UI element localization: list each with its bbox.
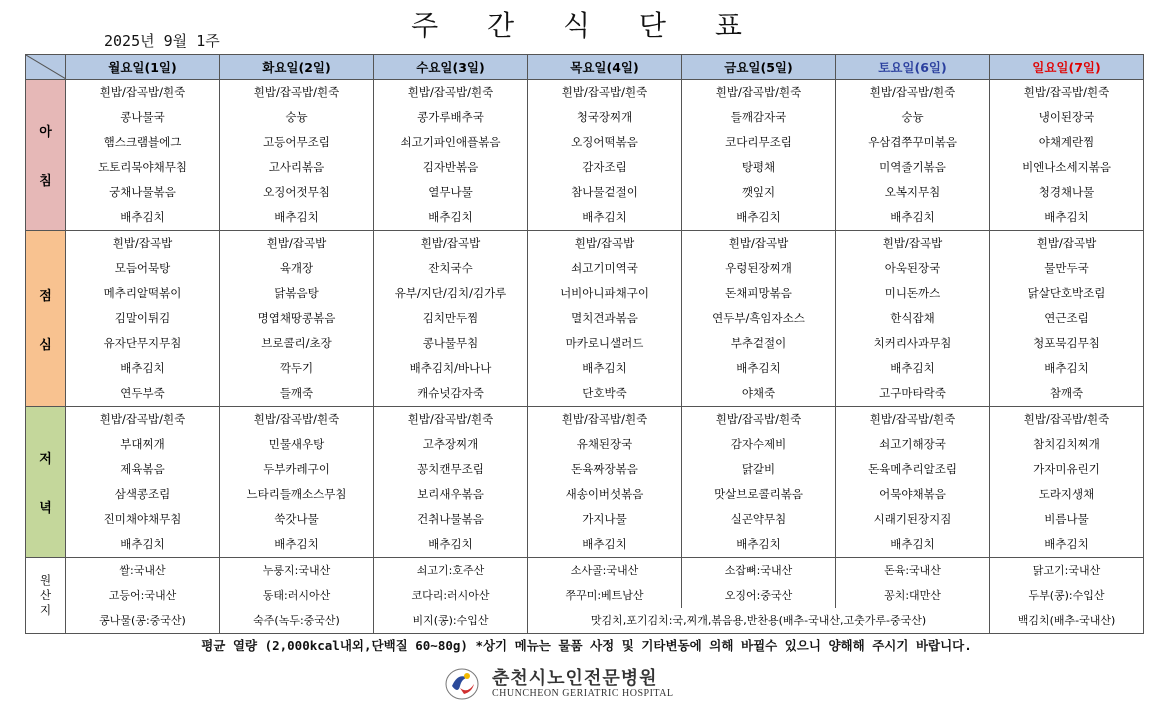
meal-row-lunch (26, 231, 1144, 407)
menu-item: 느타리들깨소스무침 (246, 487, 347, 501)
origin-item: 소잡뼈:국내산 (724, 564, 793, 577)
menu-item: 부추겉절이 (730, 336, 787, 350)
dinner-menu-mon (66, 407, 220, 558)
origin-last-merged (528, 608, 990, 634)
calorie-note: 평균 열량 (2,000kcal내외,단백질 60~80g) *상기 메뉴는 물품 사정 및 기타변동에 의해 바뀔수 있으니 양해해 주시기 바랍니다. (201, 638, 972, 653)
corner-cell (26, 55, 66, 80)
dinner-label (26, 407, 66, 558)
origin-last-wed (374, 608, 528, 634)
menu-item: 청경채나물 (1038, 185, 1095, 199)
menu-item: 배추김치 (1044, 361, 1089, 375)
origin-item: 코다리:러시아산 (411, 589, 490, 602)
menu-item: 오징어떡볶음 (571, 135, 638, 149)
menu-item: 배추김치 (1044, 537, 1089, 551)
menu-item: 흰밥/잡곡밥 (266, 236, 327, 250)
menu-item: 돈육메추리알조림 (868, 462, 957, 476)
origin-last-sun (990, 608, 1144, 634)
menu-item: 들깨죽 (279, 386, 314, 400)
menu-item: 열무나물 (428, 185, 473, 199)
day-header-tue: 화요일(2일) (220, 55, 374, 80)
breakfast-menu-tue (220, 80, 374, 231)
menu-item: 배추김치 (736, 361, 781, 375)
day-header-row (26, 55, 1144, 80)
meal-row-dinner (26, 407, 1144, 558)
origin-cell-wed (374, 558, 528, 609)
menu-item: 닭살단호박조림 (1027, 286, 1106, 300)
hospital-name-ko: 춘천시노인전문병원 (492, 668, 658, 689)
menu-item: 배추김치 (1044, 210, 1089, 224)
meal-row-breakfast (26, 80, 1144, 231)
menu-item: 치커리사과무침 (873, 336, 952, 350)
menu-item: 도토리묵야채무침 (98, 160, 187, 174)
lunch-menu-fri (682, 231, 836, 407)
breakfast-menu-sun (990, 80, 1144, 231)
menu-item: 제육볶음 (120, 462, 165, 476)
menu-item: 건취나물볶음 (417, 512, 484, 526)
menu-item: 비름나물 (1044, 512, 1089, 526)
menu-item: 육개장 (279, 261, 314, 275)
day-header-wed: 수요일(3일) (374, 55, 528, 80)
menu-item: 쇠고기미역국 (571, 261, 638, 275)
menu-item: 참치김치찌개 (1033, 437, 1100, 451)
menu-item: 도라지생채 (1038, 487, 1095, 501)
menu-item: 햄스크램블에그 (103, 135, 182, 149)
menu-item: 콩나물국 (120, 110, 165, 124)
menu-item: 콩나물무침 (422, 336, 479, 350)
menu-item: 오징어젓무침 (263, 185, 330, 199)
menu-item: 삼색콩조림 (114, 487, 171, 501)
breakfast-menu-fri (682, 80, 836, 231)
origin-item: 고등어:국내산 (108, 589, 177, 602)
menu-item: 비엔나소세지볶음 (1022, 160, 1111, 174)
menu-item: 실곤약무침 (730, 512, 787, 526)
menu-item: 우삼겹쭈꾸미볶음 (868, 135, 957, 149)
origin-cell-sun (990, 558, 1144, 609)
menu-item: 쇠고기파인애플볶음 (400, 135, 501, 149)
menu-item: 배추김치 (890, 361, 935, 375)
menu-item: 흰밥/잡곡밥 (882, 236, 943, 250)
menu-item: 흰밥/잡곡밥 (1036, 236, 1097, 250)
menu-item: 메추리알떡볶이 (103, 286, 182, 300)
menu-item: 흰밥/잡곡밥/흰죽 (99, 412, 186, 426)
origin-item: 맛김치,포기김치:국,찌개,볶음용,반찬용(배추-국내산,고춧가루-중국산) (590, 614, 927, 627)
menu-item: 보리새우볶음 (417, 487, 484, 501)
menu-item: 흰밥/잡곡밥/흰죽 (407, 412, 494, 426)
day-header-fri: 금요일(5일) (682, 55, 836, 80)
dinner-menu-fri (682, 407, 836, 558)
origin-item: 닭고기:국내산 (1032, 564, 1101, 577)
dinner-menu-thu (528, 407, 682, 558)
lunch-menu-tue (220, 231, 374, 407)
menu-item: 모듬어묵탕 (114, 261, 171, 275)
origin-item: 백김치(배추-국내산) (1017, 614, 1116, 627)
menu-item: 아욱된장국 (884, 261, 941, 275)
origin-item: 쌀:국내산 (119, 564, 166, 577)
menu-item: 숭늉 (285, 110, 308, 124)
menu-item: 연근조림 (1044, 311, 1089, 325)
menu-item: 단호박죽 (582, 386, 627, 400)
menu-item: 흰밥/잡곡밥 (112, 236, 173, 250)
origin-last-mon (66, 608, 220, 634)
menu-item: 진미채야채무침 (103, 512, 182, 526)
origin-row (26, 558, 1144, 609)
menu-item: 참깨죽 (1049, 386, 1084, 400)
menu-item: 탕평채 (741, 160, 776, 174)
menu-item: 야채죽 (741, 386, 776, 400)
menu-item: 코다리무조림 (725, 135, 792, 149)
origin-cell-thu (528, 558, 682, 609)
origin-item: 쇠고기:호주산 (416, 564, 485, 577)
menu-item: 미역줄기볶음 (879, 160, 946, 174)
menu-item: 오복지무침 (884, 185, 941, 199)
menu-item: 마카로니샐러드 (565, 336, 644, 350)
menu-item: 야채계란찜 (1038, 135, 1095, 149)
dinner-label-char: 녁 (39, 501, 52, 516)
origin-item: 쭈꾸미:베트남산 (565, 589, 644, 602)
menu-item: 흰밥/잡곡밥 (574, 236, 635, 250)
menu-item: 닭갈비 (741, 462, 776, 476)
breakfast-menu-wed (374, 80, 528, 231)
menu-item: 흰밥/잡곡밥 (420, 236, 481, 250)
breakfast-label-char: 아 (39, 125, 52, 140)
menu-item: 김자반볶음 (422, 160, 479, 174)
menu-item: 물만두국 (1044, 261, 1089, 275)
menu-item: 멸치견과볶음 (571, 311, 638, 325)
origin-cell-tue (220, 558, 374, 609)
menu-item: 배추김치 (582, 361, 627, 375)
day-header-mon: 월요일(1일) (66, 55, 220, 80)
menu-item: 콩가루배추국 (417, 110, 484, 124)
lunch-menu-thu (528, 231, 682, 407)
menu-item: 참나물겉절이 (571, 185, 638, 199)
dinner-label-char: 저 (39, 452, 52, 467)
menu-item: 흰밥/잡곡밥/흰죽 (869, 412, 956, 426)
menu-item: 잔치국수 (428, 261, 473, 275)
menu-item: 배추김치 (120, 210, 165, 224)
lunch-menu-sun (990, 231, 1144, 407)
menu-item: 배추김치 (428, 210, 473, 224)
lunch-menu-wed (374, 231, 528, 407)
menu-item: 배추김치 (120, 537, 165, 551)
breakfast-menu-mon (66, 80, 220, 231)
lunch-menu-sat (836, 231, 990, 407)
day-header-sat: 토요일(6일) (836, 55, 990, 80)
menu-item: 배추김치 (890, 210, 935, 224)
menu-item: 흰밥/잡곡밥/흰죽 (561, 85, 648, 99)
menu-item: 숭늉 (901, 110, 924, 124)
menu-item: 돈육짜장볶음 (571, 462, 638, 476)
breakfast-menu-thu (528, 80, 682, 231)
menu-item: 가지나물 (582, 512, 627, 526)
dinner-menu-sun (990, 407, 1144, 558)
origin-label-char: 원 (39, 573, 52, 587)
menu-item: 고사리볶음 (268, 160, 325, 174)
menu-item: 흰밥/잡곡밥/흰죽 (1023, 412, 1110, 426)
menu-item: 흰밥/잡곡밥/흰죽 (715, 412, 802, 426)
menu-item: 배추김치 (582, 210, 627, 224)
lunch-menu-mon (66, 231, 220, 407)
origin-label (26, 558, 66, 634)
origin-label-char: 산 (39, 588, 52, 602)
menu-item: 청포묵김무침 (1033, 336, 1100, 350)
menu-table (25, 54, 1144, 634)
menu-item: 고등어무조림 (263, 135, 330, 149)
menu-item: 어묵야채볶음 (879, 487, 946, 501)
menu-item: 쑥갓나물 (274, 512, 319, 526)
menu-item: 흰밥/잡곡밥/흰죽 (715, 85, 802, 99)
menu-item: 우렁된장찌개 (725, 261, 792, 275)
week-label: 2025년 9월 1주 (104, 32, 220, 50)
menu-item: 흰밥/잡곡밥/흰죽 (253, 412, 340, 426)
menu-item: 시래기된장지짐 (873, 512, 952, 526)
menu-item: 흰밥/잡곡밥/흰죽 (407, 85, 494, 99)
hospital-logo-icon (438, 664, 488, 704)
menu-item: 고추장찌개 (422, 437, 479, 451)
menu-item: 연두부/흑임자소스 (712, 311, 805, 325)
menu-item: 김말이튀김 (114, 311, 171, 325)
menu-item: 청국장찌개 (576, 110, 633, 124)
origin-label-char: 지 (39, 603, 52, 617)
menu-item: 브로콜리/초장 (261, 336, 332, 350)
menu-item: 배추김치 (736, 210, 781, 224)
menu-item: 가자미유린기 (1033, 462, 1100, 476)
menu-item: 흰밥/잡곡밥 (728, 236, 789, 250)
menu-item: 민물새우탕 (268, 437, 325, 451)
diagonal-line-icon (26, 55, 66, 79)
menu-item: 배추김치 (274, 210, 319, 224)
origin-item: 소사골:국내산 (570, 564, 639, 577)
menu-item: 배추김치 (274, 537, 319, 551)
menu-item: 깻잎지 (741, 185, 776, 199)
origin-item: 콩나물(콩:중국산) (99, 614, 186, 627)
menu-item: 궁채나물볶음 (109, 185, 176, 199)
origin-last-tue (220, 608, 374, 634)
menu-item: 유부/지단/김치/김가루 (394, 286, 507, 300)
menu-item: 배추김치 (120, 361, 165, 375)
menu-item: 캐슈넛감자죽 (417, 386, 484, 400)
lunch-label-char: 심 (39, 337, 52, 353)
origin-item: 누룽지:국내산 (262, 564, 331, 577)
menu-item: 새송이버섯볶음 (565, 487, 644, 501)
menu-item: 연두부죽 (120, 386, 165, 400)
day-header-thu: 목요일(4일) (528, 55, 682, 80)
menu-item: 부대찌개 (120, 437, 165, 451)
menu-item: 배추김치 (890, 537, 935, 551)
lunch-label-char: 점 (39, 288, 52, 304)
origin-cell-mon (66, 558, 220, 609)
origin-item: 숙주(녹두:중국산) (253, 614, 340, 627)
menu-item: 배추김치/바나나 (409, 361, 492, 375)
breakfast-label-char: 침 (39, 174, 52, 189)
origin-item: 비지(콩):수입산 (412, 614, 489, 627)
menu-item: 배추김치 (582, 537, 627, 551)
menu-item: 배추김치 (428, 537, 473, 551)
origin-item: 꽁치:대만산 (884, 589, 941, 602)
menu-item: 고구마타락죽 (879, 386, 946, 400)
menu-item: 쇠고기해장국 (879, 437, 946, 451)
menu-item: 맛살브로콜리볶음 (714, 487, 803, 501)
menu-item: 돈채피망볶음 (725, 286, 792, 300)
menu-item: 깍두기 (279, 361, 314, 375)
menu-item: 닭볶음탕 (274, 286, 319, 300)
menu-item: 흰밥/잡곡밥/흰죽 (1023, 85, 1110, 99)
dinner-menu-tue (220, 407, 374, 558)
menu-item: 유자단무지무침 (103, 336, 182, 350)
menu-item: 냉이된장국 (1038, 110, 1095, 124)
menu-item: 들깨감자국 (730, 110, 787, 124)
lunch-label (26, 231, 66, 407)
menu-item: 흰밥/잡곡밥/흰죽 (869, 85, 956, 99)
day-header-sun: 일요일(7일) (990, 55, 1144, 80)
origin-item: 오징어:중국산 (724, 589, 793, 602)
origin-last-row (26, 608, 1144, 634)
breakfast-label (26, 80, 66, 231)
menu-item: 배추김치 (736, 537, 781, 551)
menu-item: 흰밥/잡곡밥/흰죽 (253, 85, 340, 99)
menu-item: 유채된장국 (576, 437, 633, 451)
origin-cell-sat (836, 558, 990, 609)
menu-item: 흰밥/잡곡밥/흰죽 (561, 412, 648, 426)
dinner-menu-sat (836, 407, 990, 558)
origin-item: 두부(콩):수입산 (1028, 589, 1105, 602)
hospital-name-en: CHUNCHEON GERIATRIC HOSPITAL (492, 688, 674, 699)
menu-item: 김치만두찜 (422, 311, 479, 325)
origin-cell-fri (682, 558, 836, 609)
page-title: 주 간 식 단 표 (411, 9, 762, 42)
menu-item: 감자수제비 (730, 437, 787, 451)
menu-item: 꽁치캔무조림 (417, 462, 484, 476)
menu-item: 두부카레구이 (263, 462, 330, 476)
menu-item: 감자조림 (582, 160, 627, 174)
menu-item: 흰밥/잡곡밥/흰죽 (99, 85, 186, 99)
dinner-menu-wed (374, 407, 528, 558)
origin-item: 동태:러시아산 (262, 589, 331, 602)
menu-item: 미니돈까스 (884, 286, 941, 300)
origin-item: 돈육:국내산 (884, 564, 941, 577)
menu-item: 명엽채땅콩볶음 (257, 311, 336, 325)
menu-item: 너비아니파채구이 (560, 286, 649, 300)
breakfast-menu-sat (836, 80, 990, 231)
menu-item: 한식잡채 (890, 311, 935, 325)
